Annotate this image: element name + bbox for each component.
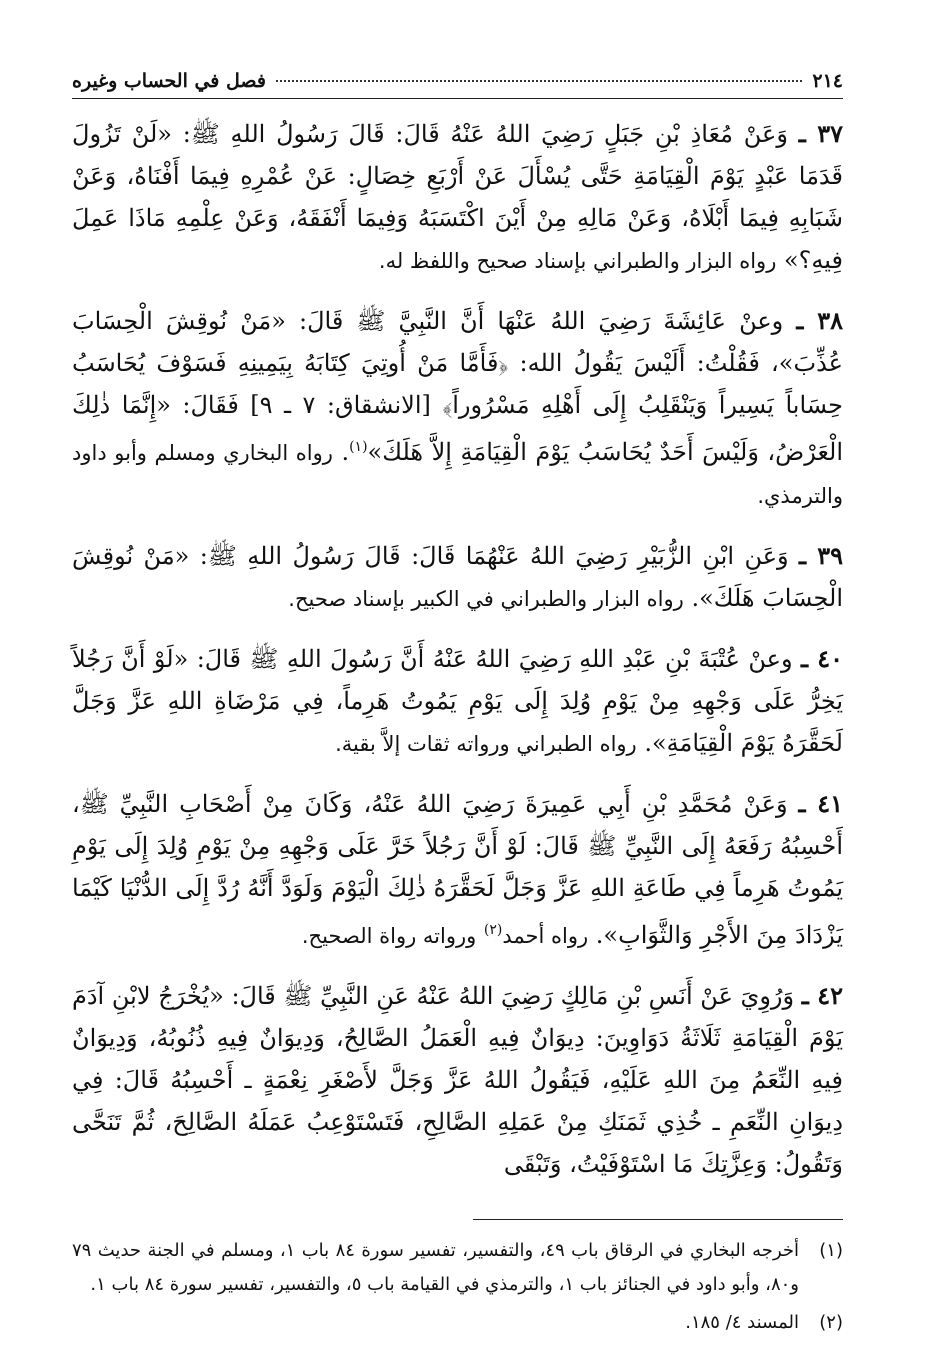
- hadith-text: وعنْ عُتْبَةَ بْنِ عَبْدِ اللهِ رَضِيَ اللهُ عَنْهُ أَنَّ رَسُولَ اللهِ ﷺ قَالَ: «لَوْ أَنَّ رَجُلاً يَخِرُّ عَلَى وَجْهِهِ مِنْ يَوْمِ وُلِدَ إِلَى يَوْمِ يَمُوتُ هَرِماً، فِي مَرْضَاةِ اللهِ عَزَّ وَجَلَّ لَحَقَّرَهُ يَوْمَ الْقِيَامَةِ».: [72, 645, 844, 757]
- hadith-source: رواه البزار والطبراني بإسناد صحيح واللفظ له.: [378, 249, 777, 273]
- hadith-number: ٤١ ـ: [798, 789, 843, 818]
- footnote-number: (٢): [819, 1312, 843, 1333]
- footnote-text: أخرجه البخاري في الرقاق باب ٤٩، والتفسير، تفسير سورة ٨٤ باب ١، ومسلم في الجنة حديث ٧٩ و٨٠، وأبو داود في الجنائز باب ١، والترمذي في القيامة باب ٥، والتفسير، تفسير سورة ٨٤ باب ١.: [72, 1240, 799, 1295]
- hadith-source-prefix: رواه أحمد: [502, 924, 589, 948]
- footnote-marker: (٢): [483, 922, 503, 938]
- footnote-marker: (١): [349, 439, 368, 455]
- section-title: فصل في الحساب وغيره: [72, 70, 266, 92]
- hadith-number: ٣٧ ـ: [798, 119, 844, 148]
- page-header: [72, 70, 843, 99]
- hadith-source: رواه البزار والطبراني في الكبير بإسناد صحيح.: [288, 587, 684, 611]
- hadith-number: ٣٩ ـ: [799, 541, 843, 570]
- footnote-1: [72, 1234, 843, 1302]
- main-text: [72, 113, 843, 1185]
- hadith-source: ورواته رواة الصحيح.: [301, 924, 477, 948]
- page-number: ٢١٤: [812, 70, 843, 92]
- footnotes: [72, 1234, 843, 1340]
- hadith-40: [72, 638, 843, 765]
- hadith-text: وعنْ عَائِشَةَ رَضِيَ اللهُ عَنْهَا أَنَّ النَّبِيَّ ﷺ قَالَ: «مَنْ نُوقِشَ الْحِسَابَ عُذِّبَ»، فَقُلْتُ: أَلَيْسَ يَقُولُ الله: ﴿فَأَمَّا مَنْ أُوتِيَ كِتَابَهُ بِيَمِينِهِ فَسَوْفَ يُحَاسَبُ حِسَاباً يَسِيراً وَيَنْقَلِبُ إِلَى أَهْلِهِ مَسْرُوراً﴾ [الانشقاق: ٧ ـ ٩] فَقَالَ: «إِنَّمَا ذٰلِكَ الْعَرْضُ، وَلَيْسَ أَحَدٌ يُحَاسَبُ يَوْمَ الْقِيَامَةِ إِلاَّ هَلَكَ»: [72, 307, 843, 466]
- hadith-text: وَعَنِ ابْنِ الزُّبَيْرِ رَضِيَ اللهُ عَنْهُمَا قَالَ: قَالَ رَسُولُ اللهِ ﷺ: «مَنْ نُوقِشَ الْحِسَابَ هَلَكَ».: [72, 542, 843, 612]
- hadith-number: ٤٢ ـ: [801, 981, 843, 1010]
- hadith-41: [72, 783, 843, 957]
- hadith-38: ٣٨ ـ وعنْ عَائِشَةَ رَضِيَ اللهُ عَنْهَا أَنَّ النَّبِيَّ ﷺ قَالَ: «مَنْ نُوقِشَ الْحِسَابَ عُذِّبَ»، فَقُلْتُ: أَلَيْسَ يَقُولُ الله: ﴿فَأَمَّا مَنْ أُوتِيَ كِتَابَهُ بِيَمِينِهِ فَسَوْفَ يُحَاسَبُ حِسَاباً يَسِيراً وَيَنْقَلِبُ إِلَى أَهْلِهِ مَسْرُوراً﴾ [الانشقاق: ٧ ـ ٩] فَقَالَ: «إِنَّمَا ذٰلِكَ الْعَرْضُ، وَلَيْسَ أَحَدٌ يُحَاسَبُ يَوْمَ الْقِيَامَةِ إِلاَّ هَلَكَ»$^{(١)}$. رواه البخاري ومسلم وأبو داود والترمذي.: [72, 306, 843, 508]
- footnote-text: المسند ٤/ ١٨٥.: [685, 1312, 799, 1333]
- hadith-text: وَرُوِيَ عَنْ أَنَسِ بْنِ مَالِكٍ رَضِيَ اللهُ عَنْهُ عَنِ النَّبِيِّ ﷺ قَالَ: «يُخْرَجُ لابْنِ آدَمَ يَوْمَ الْقِيَامَةِ ثَلَاثَةُ دَوَاوِينَ: دِيوَانٌ فِيهِ الْعَمَلُ الصَّالِحُ، وَدِيوَانٌ فِيهِ ذُنُوبُهُ، وَدِيوَانٌ فِيهِ النِّعَمُ مِنَ اللهِ عَلَيْهِ، فَيَقُولُ اللهُ عَزَّ وَجَلَّ لأَصْغَرِ نِعْمَةٍ ـ أَحْسِبُهُ قَالَ: فِي دِيوَانِ النِّعَمِ ـ خُذِي ثَمَنَكِ مِنْ عَمَلِهِ الصَّالِحِ، فَتَسْتَوْعِبُ عَمَلَهُ الصَّالِحَ، ثُمَّ تَنَحَّى وَتَقُولُ: وَعِزَّتِكَ مَا اسْتَوْفَيْتُ، وَتَبْقَى: [72, 982, 843, 1178]
- hadith-source: رواه البخاري ومسلم وأبو داود والترمذي.: [72, 441, 843, 508]
- hadith-37: [72, 113, 843, 282]
- hadith-39: [72, 535, 843, 620]
- footnote-separator: [473, 1219, 843, 1220]
- hadith-number: ٣٨ ـ: [796, 306, 843, 335]
- footnote-2: [72, 1306, 843, 1340]
- hadith-42: [72, 975, 843, 1185]
- hadith-text: وَعَنْ مُعَاذِ بْنِ جَبَلٍ رَضِيَ اللهُ عَنْهُ قَالَ: قَالَ رَسُولُ اللهِ ﷺ: «لَنْ تَزُولَ قَدَمَا عَبْدٍ يَوْمَ الْقِيَامَةِ حَتَّى يُسْأَلَ عَنْ أَرْبَعِ خِصَالٍ: عَنْ عُمْرِهِ فِيمَا أَفْنَاهُ، وَعَنْ شَبَابِهِ فِيمَا أَبْلَاهُ، وَعَنْ مَالِهِ مِنْ أَيْنَ اكْتَسَبَهُ وَفِيمَا أَنْفَقَهُ، وَعَنْ عِلْمِهِ مَاذَا عَمِلَ فِيهِ؟»: [72, 120, 843, 274]
- footnote-number: (١): [819, 1240, 843, 1261]
- hadith-text: وَعَنْ مُحَمَّدِ بْنِ أَبِي عَمِيرَةَ رَضِيَ اللهُ عَنْهُ، وَكَانَ مِنْ أَصْحَابِ النَّبِيِّ ﷺ، أَحْسِبُهُ رَفَعَهُ إِلَى النَّبِيِّ ﷺ قَالَ: لَوْ أَنَّ رَجُلاً خَرَّ عَلَى وَجْهِهِ مِنْ يَوْمِ وُلِدَ إِلَى يَوْمِ يَمُوتُ هَرِماً فِي طَاعَةِ اللهِ عَزَّ وَجَلَّ لَحَقَّرَهُ ذٰلِكَ الْيَوْمَ وَلَوَدَّ أَنَّهُ رُدَّ إِلَى الدُّنْيَا كَيْمَا يَزْدَادَ مِنَ الأَجْرِ وَالثَّوَابِ».: [72, 790, 843, 949]
- hadith-number: ٤٠ ـ: [801, 644, 843, 673]
- header-dot-leader: [276, 79, 802, 82]
- hadith-source: رواه الطبراني ورواته ثقات إلاَّ بقية.: [335, 732, 637, 756]
